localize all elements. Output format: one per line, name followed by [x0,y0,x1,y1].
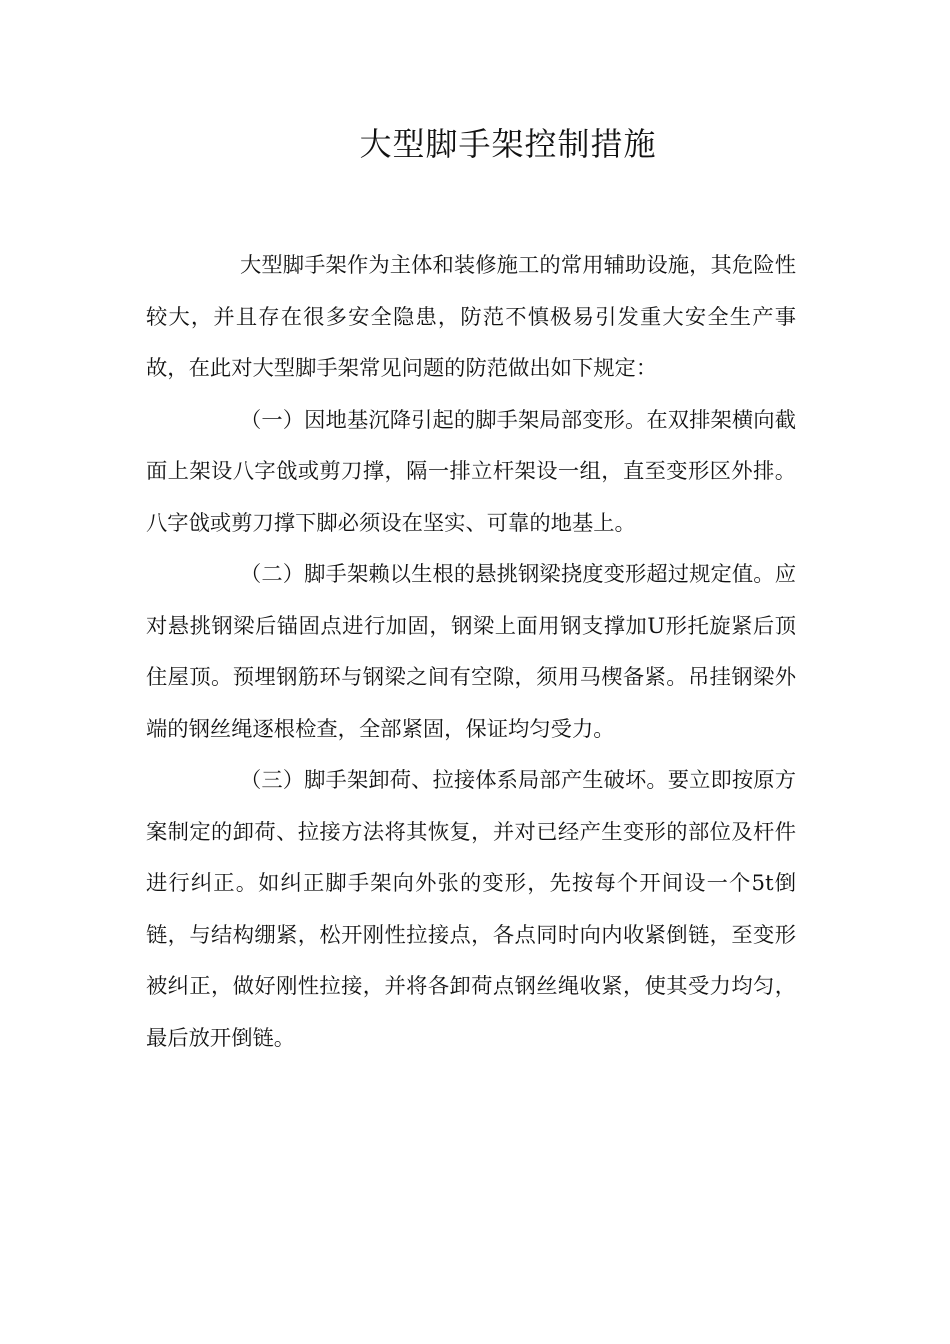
document-body [146,240,796,1064]
paragraph-item-3: （三）脚手架卸荷、拉接体系局部产生破坏。要立即按原方案制定的卸荷、拉接方法将其恢复，并对已经产生变形的部位及杆件进行纠正。如纠正脚手架向外张的变形，先按每个开间设一个5t倒链，与结构绷紧，松开刚性拉接点，各点同时向内收紧倒链，至变形被纠正，做好刚性拉接，并将各卸荷点钢丝绳收紧，使其受力均匀，最后放开倒链。 [146,768,796,1051]
paragraph-intro: 大型脚手架作为主体和装修施工的常用辅助设施，其危险性较大，并且存在很多安全隐患，防范不慎极易引发重大安全生产事故，在此对大型脚手架常见问题的防范做出如下规定： [146,253,796,381]
paragraph-item-2: （二）脚手架赖以生根的悬挑钢梁挠度变形超过规定值。应对悬挑钢梁后锚固点进行加固，钢梁上面用钢支撑加U形托旋紧后顶住屋顶。预埋钢筋环与钢梁之间有空隙，须用马楔备紧。吊挂钢梁外端的钢丝绳逐根检查，全部紧固，保证均匀受力。 [146,562,796,742]
paragraph-item-1: （一）因地基沉降引起的脚手架局部变形。在双排架横向截面上架设八字戗或剪刀撑，隔一排立杆架设一组，直至变形区外排。八字戗或剪刀撑下脚必须设在坚实、可靠的地基上。 [146,407,796,536]
document-title: 大型脚手架控制措施 [359,125,657,163]
